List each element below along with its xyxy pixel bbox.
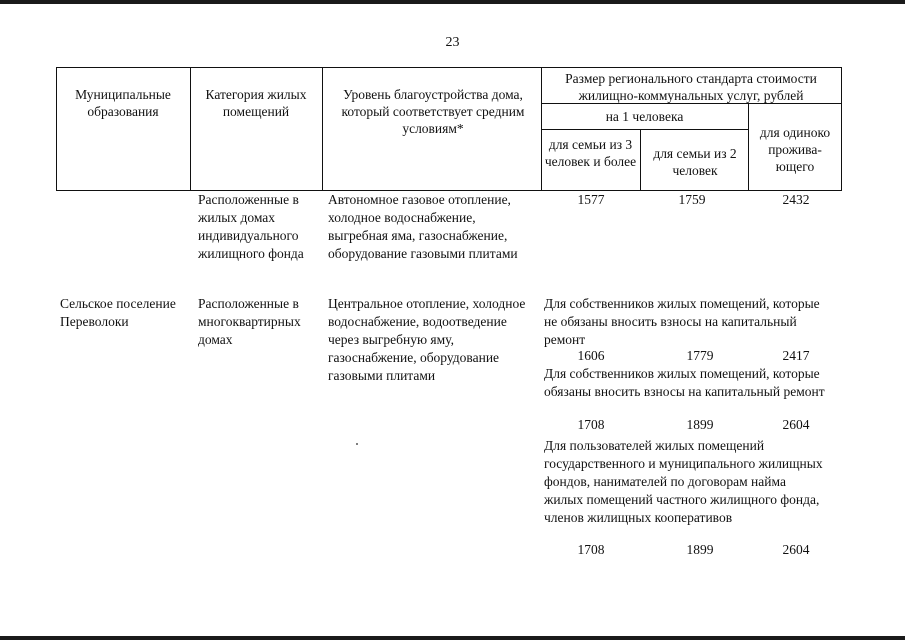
row2-municipality: Сельское поселение Переволоки xyxy=(60,296,176,329)
page-number: 23 xyxy=(445,35,460,50)
header-family2: для семьи из 2 человек xyxy=(653,146,737,178)
col-border-left xyxy=(56,67,57,191)
row1-value-family3: 1577 xyxy=(577,192,605,207)
group1-value-family3: 1606 xyxy=(577,348,605,363)
col-border-5 xyxy=(748,103,749,191)
group2-value-family3: 1708 xyxy=(577,417,605,432)
col-border-2 xyxy=(322,67,323,191)
col-border-3 xyxy=(541,67,542,191)
header-family3: для семьи из 3 человек и более xyxy=(544,137,637,169)
header-category: Категория жилых помещений xyxy=(205,87,307,119)
row1-level: Автономное газовое отопление, холодное водоснабжение, выгребная яма, газоснабжение, оборудование газовыми плитами xyxy=(328,192,518,261)
table-top-border xyxy=(56,67,842,68)
header-level: Уровень благоустройства дома, который соответствует средним условиям* xyxy=(341,87,525,136)
group3-note: Для пользователей жилых помещений государственного и муниципального жилищных фондов, нанимателей по договорам найма жилых помещений частного жилищного фонда, членов жилищных кооперативов xyxy=(544,438,823,525)
header-size: Размер регионального стандарта стоимости жилищно-коммунальных услуг, рублей xyxy=(565,71,817,103)
bottom-border xyxy=(0,636,905,640)
row2-category: Расположенные в многоквартирных домах xyxy=(198,296,301,347)
header-single: для одиноко прожива-ющего xyxy=(759,125,831,174)
group3-value-family3: 1708 xyxy=(577,542,605,557)
header-per-person: на 1 человека xyxy=(605,109,684,124)
group3-value-family2: 1899 xyxy=(686,542,714,557)
group1-value-family2: 1779 xyxy=(686,348,714,363)
row1-category: Расположенные в жилых домах индивидуального жилищного фонда xyxy=(198,192,304,261)
group3-value-single: 2604 xyxy=(782,542,810,557)
header-municipal: Муниципальные образования xyxy=(75,87,171,119)
group1-value-single: 2417 xyxy=(782,348,810,363)
col-border-1 xyxy=(190,67,191,191)
col-border-4 xyxy=(640,129,641,191)
row1-value-family2: 1759 xyxy=(678,192,706,207)
row1-value-single: 2432 xyxy=(782,192,810,207)
group1-note: Для собственников жилых помещений, которые не обязаны вносить взносы на капитальный ремонт xyxy=(544,296,820,347)
group2-value-single: 2604 xyxy=(782,417,810,432)
per-person-divider xyxy=(541,129,748,130)
col-border-right xyxy=(841,67,842,191)
group2-note: Для собственников жилых помещений, которые обязаны вносить взносы на капитальный ремонт xyxy=(544,366,825,399)
scan-speck xyxy=(356,443,358,445)
row2-level: Центральное отопление, холодное водоснабжение, водоотведение через выгребную яму, газоснабжение, оборудование газовыми плитами xyxy=(328,296,526,383)
group2-value-family2: 1899 xyxy=(686,417,714,432)
top-border xyxy=(0,0,905,4)
